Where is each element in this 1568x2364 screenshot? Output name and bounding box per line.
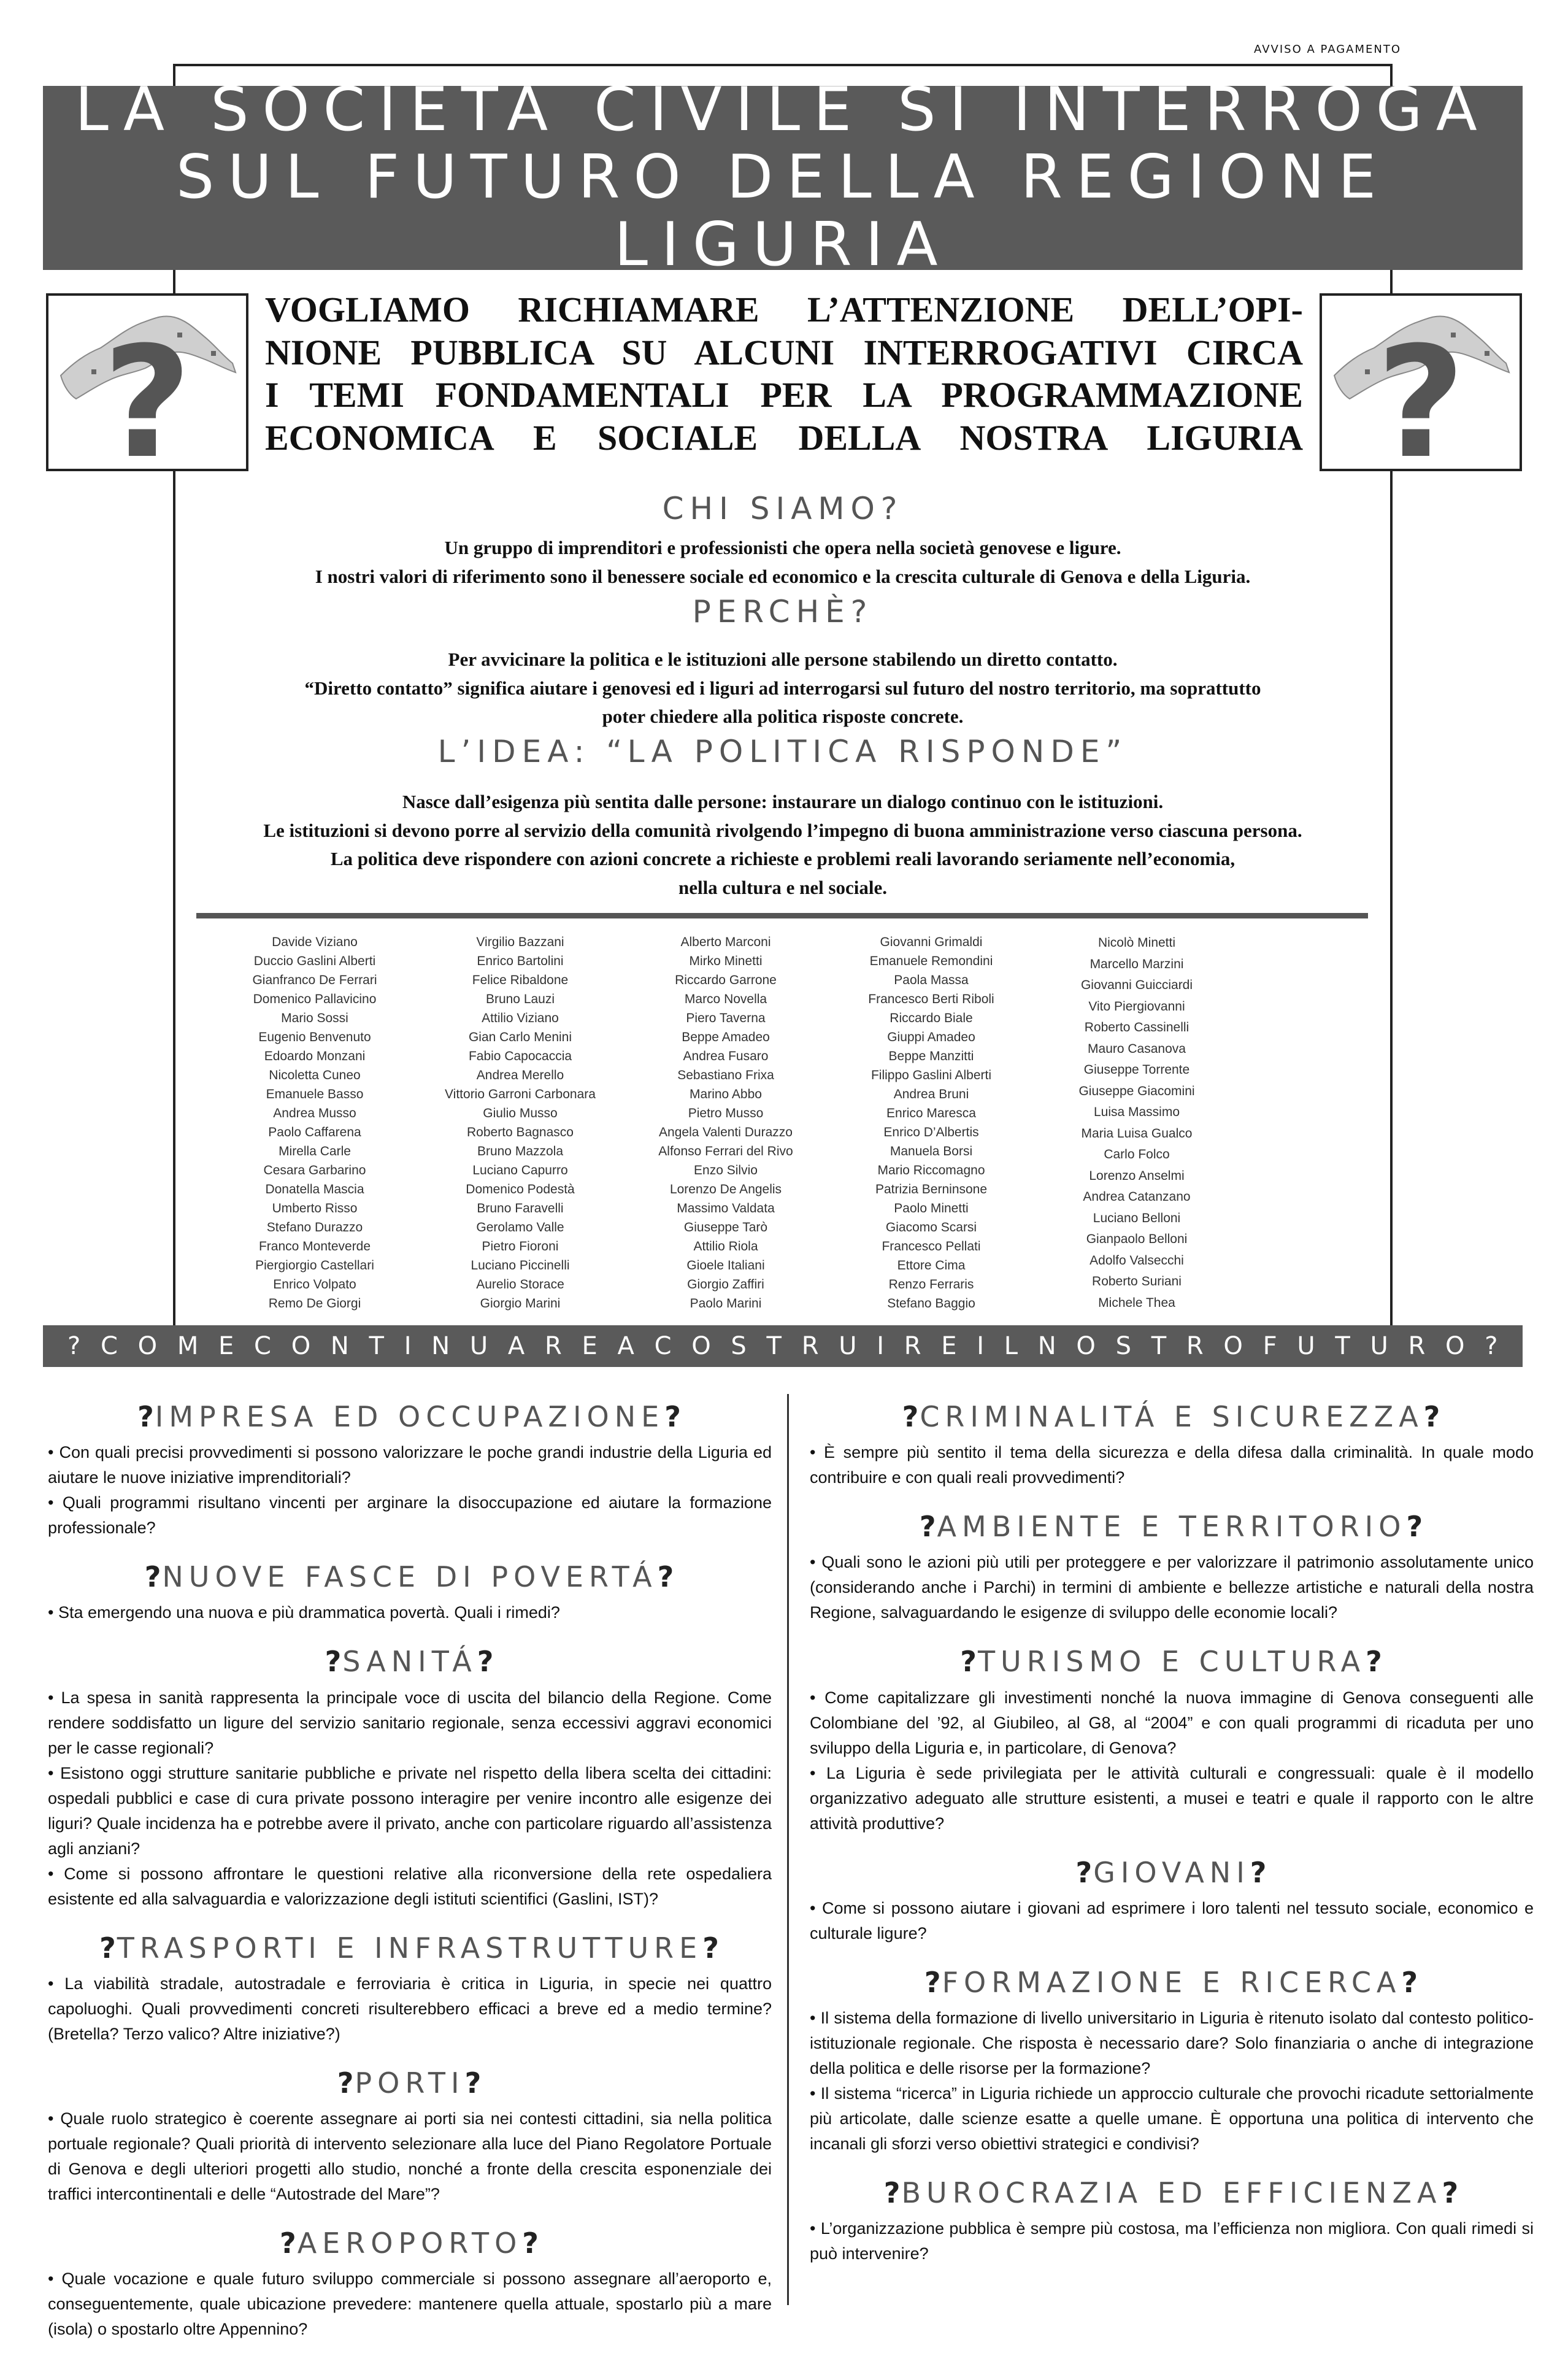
supporter-name: Massimo Valdata (677, 1201, 775, 1215)
topic-heading (810, 1645, 1534, 1679)
question-mark-icon: ? (664, 1400, 682, 1433)
supporter-name: Roberto Bagnasco (467, 1125, 574, 1139)
supporter-name: Riccardo Garrone (675, 973, 777, 987)
banner-letter: R (1186, 1332, 1204, 1360)
supporter-name: Virgilio Bazzani (476, 935, 564, 949)
topic-question: • Quali programmi risultano vincenti per arginare la disoccupazione ed aiutare la formazione professionale? (48, 1493, 772, 1538)
question-mark-icon: ? (960, 1645, 978, 1679)
supporter-name: Lorenzo De Angelis (669, 1182, 782, 1196)
topic-heading (810, 2176, 1534, 2210)
banner-letter: R (801, 1332, 819, 1360)
question-mark-icon: ? (1442, 2176, 1460, 2209)
supporter-name: Alberto Marconi (680, 935, 771, 949)
supporter-name: Francesco Berti Riboli (868, 992, 994, 1006)
banner-letter: E (218, 1332, 234, 1360)
supporter-name: Giuseppe Tarò (683, 1220, 768, 1234)
question-mark-icon: ? (1401, 1965, 1420, 1999)
headline-line: I TEMI FONDAMENTALI PER LA PROGRAMMAZIONE (265, 375, 1303, 415)
supporter-name: Cesara Garbarino (263, 1163, 366, 1177)
topic-title: AMBIENTE E TERRITORIO (937, 1510, 1407, 1544)
banner-letter: C (100, 1332, 118, 1360)
topic-title: GIOVANI (1093, 1855, 1250, 1889)
topic-heading (810, 1400, 1534, 1434)
supporter-name: Enrico Bartolini (477, 954, 564, 968)
supporter-name: Manuela Borsi (890, 1144, 973, 1158)
supporter-name: Carlo Folco (1104, 1147, 1170, 1161)
topic-block (810, 2176, 1534, 2266)
banner-letter: O (1223, 1332, 1243, 1360)
topic-block (48, 1645, 772, 1911)
supporter-name: Paolo Caffarena (268, 1125, 361, 1139)
topic-title: TRASPORTI E INFRASTRUTTURE (117, 1931, 703, 1965)
banner-letter: R (904, 1332, 921, 1360)
question-mark-icon: ? (522, 2226, 540, 2260)
supporter-name: Pietro Musso (688, 1106, 764, 1120)
title-line-1: LA SOCIETÀ CIVILE SI INTERROGA (75, 75, 1491, 145)
question-mark-icon: ? (902, 1400, 920, 1433)
banner-letter: O (691, 1332, 711, 1360)
supporter-name: Vito Piergiovanni (1088, 999, 1185, 1014)
question-mark-icon: ? (1366, 1645, 1383, 1679)
banner-letter: N (1037, 1332, 1056, 1360)
banner-letter: O (291, 1332, 311, 1360)
topic-title: CRIMINALITÁ E SICUREZZA (920, 1400, 1424, 1433)
section-title-chi-siamo: CHI SIAMO? (662, 491, 904, 526)
supporter-name: Alfonso Ferrari del Rivo (658, 1144, 793, 1158)
banner-letter: U (1297, 1332, 1315, 1360)
section-line: Per avvicinare la politica e le istituzioni alle persone stabilendo un diretto contatto. (448, 649, 1118, 670)
supporter-name: Gianfranco De Ferrari (252, 973, 377, 987)
section-title-perche: PERCHÈ? (692, 594, 874, 630)
question-mark-icon: ? (464, 2066, 483, 2100)
supporter-name: Vittorio Garroni Carbonara (445, 1087, 596, 1101)
liguria-map-left (46, 293, 248, 471)
banner-letter: A (617, 1332, 634, 1360)
supporter-name: Angela Valenti Durazzo (659, 1125, 793, 1139)
supporter-name: Ettore Cima (897, 1258, 966, 1272)
topic-block (48, 1931, 772, 2047)
topic-title: AEROPORTO (297, 2226, 523, 2260)
banner-letter: R (1408, 1332, 1426, 1360)
topic-heading (810, 1966, 1534, 2000)
question-mark-icon: ? (137, 1400, 155, 1433)
supporter-name: Stefano Baggio (887, 1296, 975, 1311)
banner-letter: E (582, 1332, 598, 1360)
banner-letter: T (369, 1332, 384, 1360)
supporter-name: Remo De Giorgi (268, 1296, 361, 1311)
topic-question: • Quale vocazione e quale futuro sviluppo commerciale si possono assegnare all’aeroporto e, conseguentemente, quale ubicazione prevedere: mantenere quella attuale, spostarlo più a mare (isola) o spostarlo oltre Appennino? (48, 2270, 772, 2339)
section-text-idea (173, 788, 1393, 902)
supporter-name: Marcello Marzini (1090, 957, 1184, 971)
supporter-name: Riccardo Biale (890, 1011, 973, 1025)
names-column-4 (821, 933, 1042, 1313)
section-text-chi-siamo (173, 534, 1393, 591)
topic-block (810, 1510, 1534, 1625)
topic-question: • La Liguria è sede privilegiata per le attività culturali e congressuali: quale è il modello organizzativo adeguato alle strutture esistenti, a musei e teatri e quale il rapporto con le altre attività produttive? (810, 1763, 1534, 1833)
supporter-name: Bruno Mazzola (477, 1144, 564, 1158)
banner-letter: C (254, 1332, 271, 1360)
title-banner (43, 75, 1523, 280)
topic-heading (48, 1931, 772, 1965)
supporter-name: Emanuele Remondini (869, 954, 993, 968)
question-mark-icon: ? (325, 1645, 343, 1679)
topic-heading (48, 2227, 772, 2260)
topic-title: PORTI (355, 2066, 465, 2100)
supporter-name: Nicoletta Cuneo (269, 1068, 361, 1082)
topic-question: • Il sistema della formazione di livello universitario in Liguria è ritenuto isolato dal contesto politico-istituzionale regionale. Che risposta è necessario dare? Solo finanziaria o anche di integrazione della politica e delle risorse per la formazione? (810, 2008, 1534, 2077)
banner-letter: U (1370, 1332, 1388, 1360)
paid-notice: AVVISO A PAGAMENTO (1254, 43, 1401, 56)
topic-title: NUOVE FASCE DI POVERTÁ (162, 1560, 658, 1594)
banner-letter: I (404, 1332, 412, 1360)
section-line: poter chiedere alla politica risposte concrete. (602, 706, 964, 727)
question-mark-icon: ? (919, 1510, 937, 1544)
topic-title: BUROCRAZIA ED EFFICIENZA (901, 2176, 1442, 2209)
supporter-name: Paola Massa (894, 973, 969, 987)
supporter-name: Bruno Faravelli (477, 1201, 564, 1215)
supporter-name: Andrea Bruni (893, 1087, 969, 1101)
supporter-name: Edoardo Monzani (264, 1049, 366, 1063)
supporter-name: Stefano Durazzo (266, 1220, 363, 1234)
supporter-name: Luciano Piccinelli (471, 1258, 570, 1272)
supporter-name: Giacomo Scarsi (885, 1220, 977, 1234)
supporter-name: Gerolamo Valle (476, 1220, 564, 1234)
supporter-name: Mario Sossi (281, 1011, 348, 1025)
supporter-name: Umberto Risso (272, 1201, 358, 1215)
question-mark-icon: ? (702, 1931, 720, 1965)
section-text-perche (173, 645, 1393, 731)
supporter-name: Piero Taverna (686, 1011, 766, 1025)
supporter-name: Enzo Silvio (694, 1163, 758, 1177)
topic-block (48, 2227, 772, 2342)
names-column-3 (615, 933, 836, 1313)
banner-letter: U (839, 1332, 857, 1360)
supporter-name: Roberto Cassinelli (1084, 1020, 1189, 1034)
question-mark-icon: ? (1075, 1855, 1094, 1889)
supporter-name: Mario Riccomagno (877, 1163, 985, 1177)
topic-block (810, 1400, 1534, 1490)
supporter-name: Andrea Catanzano (1083, 1190, 1191, 1204)
liguria-map-right (1320, 293, 1522, 471)
supporter-name: Adolfo Valsecchi (1090, 1253, 1184, 1268)
names-column-2 (410, 933, 631, 1313)
topic-block (810, 1856, 1534, 1946)
supporter-name: Piergiorgio Castellari (255, 1258, 374, 1272)
section-line: Le istituzioni si devono porre al servizio della comunità rivolgendo l’impegno di buona amministrazione verso ciascuna persona. (263, 819, 1302, 841)
topic-heading (48, 1400, 772, 1434)
section-line: “Diretto contatto” significa aiutare i genovesi ed i liguri ad interrogarsi sul futuro del nostro territorio, ma soprattutto (304, 677, 1261, 699)
section-line: La politica deve rispondere con azioni concrete a richieste e problemi reali lavorando seriamente nell’economia, (330, 848, 1236, 869)
supporter-name: Maria Luisa Gualco (1081, 1126, 1193, 1141)
topic-question: • Come si possono aiutare i giovani ad esprimere i loro talenti nel tessuto sociale, economico e culturale ligure? (810, 1898, 1534, 1942)
banner-letter: I (877, 1332, 884, 1360)
supporter-name: Eugenio Benvenuto (258, 1030, 371, 1044)
question-mark-icon: ? (102, 314, 192, 471)
banner-letter: C (654, 1332, 672, 1360)
banner-letter: S (731, 1332, 747, 1360)
question-mark-icon: ? (883, 2176, 902, 2209)
supporter-name: Franco Monteverde (258, 1239, 371, 1253)
headline-line: ECONOMICA E SOCIALE DELLA NOSTRA LIGURIA (265, 417, 1303, 458)
supporter-name: Luisa Massimo (1093, 1105, 1180, 1119)
supporter-name: Domenico Pallavicino (253, 992, 377, 1006)
question-mark-icon: ? (657, 1560, 675, 1594)
supporter-name: Attilio Viziano (482, 1011, 559, 1025)
supporter-name: Andrea Merello (476, 1068, 564, 1082)
topic-question: • Quale ruolo strategico è coerente assegnare ai porti sia nei contesti cittadini, sia nella politica portuale regionale? Quali priorità di intervento selezionare alla luce del Piano Regolatore Portuale di Genova e degli ulteriori progetti allo studio, nonché a fronte della crescita esponenziale dei traffici intercontinentali e delle “Autostrade del Mare”? (48, 2109, 772, 2203)
supporter-name: Lorenzo Anselmi (1089, 1168, 1185, 1183)
supporter-name: Davide Viziano (272, 935, 358, 949)
supporter-name: Roberto Suriani (1092, 1274, 1182, 1288)
supporter-name: Mauro Casanova (1088, 1041, 1186, 1056)
topic-title: IMPRESA ED OCCUPAZIONE (155, 1400, 665, 1433)
supporter-name: Michele Thea (1098, 1295, 1175, 1310)
supporter-name: Giuseppe Giacomini (1078, 1084, 1195, 1098)
supporter-name: Nicolò Minetti (1097, 936, 1176, 950)
topic-heading (810, 1510, 1534, 1544)
supporter-name: Luciano Belloni (1093, 1211, 1181, 1225)
supporter-name: Luciano Capurro (472, 1163, 568, 1177)
topic-block (48, 2066, 772, 2207)
supporter-name: Pietro Fioroni (482, 1239, 559, 1253)
banner-letter: S (1115, 1332, 1131, 1360)
questions-left-column (48, 1400, 772, 2362)
topic-question: • Con quali precisi provvedimenti si possono valorizzare le poche grandi industrie della Liguria ed aiutare le nuove iniziative imprenditoriali? (48, 1443, 772, 1487)
banner-letter: T (766, 1332, 782, 1360)
question-mark-icon: ? (1250, 1855, 1268, 1889)
topic-heading (48, 1645, 772, 1679)
supporter-name: Enrico D’Albertis (883, 1125, 979, 1139)
supporter-name: Mirko Minetti (689, 954, 763, 968)
topic-question: • È sempre più sentito il tema della sicurezza e della difesa dalla criminalità. In quale modo contribuire e con quali reali provvedimenti? (810, 1443, 1534, 1487)
supporter-name: Francesco Pellati (882, 1239, 981, 1253)
banner-letter: A (507, 1332, 525, 1360)
banner-letter: T (1151, 1332, 1167, 1360)
section-line: I nostri valori di riferimento sono il benessere sociale ed economico e la crescita culturale di Genova e della Liguria. (315, 565, 1251, 587)
supporter-name: Donatella Mascia (265, 1182, 364, 1196)
banner-letter: R (544, 1332, 562, 1360)
topic-question: • La spesa in sanità rappresenta la principale voce di uscita del bilancio della Regione. Come rendere soddisfatto un ligure del servizio sanitario regionale, senza eccessivi aggravi economici per le casse regionali? (48, 1688, 772, 1757)
banner-letter: O (137, 1332, 158, 1360)
topic-question: • Quali sono le azioni più utili per proteggere e per valorizzare il patrimonio assolutamente unico (considerando anche i Parchi) in termini di ambiente e bellezze artistiche e naturali della nostra Regione, salvaguardando le esigenze di sviluppo delle economie locali? (810, 1553, 1534, 1622)
topic-heading (810, 1856, 1534, 1890)
supporter-name: Giuseppe Torrente (1083, 1063, 1190, 1077)
section-line: Nasce dall’esigenza più sentita dalle persone: instaurare un dialogo continuo con le istituzioni. (402, 791, 1164, 812)
names-column-5 (1026, 933, 1247, 1314)
supporter-name: Enrico Maresca (886, 1106, 976, 1120)
supporter-name: Patrizia Berninsone (875, 1182, 988, 1196)
supporter-name: Enrico Volpato (273, 1277, 356, 1292)
banner-letter: N (431, 1332, 450, 1360)
banner-letter: E (941, 1332, 957, 1360)
supporter-name: Giulio Musso (483, 1106, 558, 1120)
topic-question: • Come si possono affrontare le questioni relative alla riconversione della rete ospedaliera esistente ed alla salvaguardia e valorizzazione degli istituti scientifici (Gaslini, IST)? (48, 1864, 772, 1908)
supporter-name: Giorgio Marini (480, 1296, 561, 1311)
topic-title: FORMAZIONE E RICERCA (942, 1965, 1402, 1999)
supporter-name: Aurelio Storace (476, 1277, 564, 1292)
banner-letter: L (1004, 1332, 1018, 1360)
question-mark-icon: ? (99, 1931, 117, 1965)
supporter-name: Andrea Fusaro (683, 1049, 769, 1063)
topic-question: • L’organizzazione pubblica è sempre più costosa, ma l’efficienza non migliora. Con quali rimedi si può intervenire? (810, 2219, 1534, 2263)
topic-block (48, 1560, 772, 1625)
banner-letter: I (977, 1332, 985, 1360)
topic-block (48, 1400, 772, 1541)
topic-question: • Come capitalizzare gli investimenti nonché la nuova immagine di Genova conseguenti alle Colombiane del ’92, al Giubileo, al G8, al “2004” e con quali programmi di ricaduta per uno sviluppo della Liguria e, in particolare, di Genova? (810, 1688, 1534, 1757)
supporter-name: Giovanni Guicciardi (1080, 978, 1193, 992)
banner-letter: N (330, 1332, 349, 1360)
supporter-name: Marino Abbo (690, 1087, 762, 1101)
topic-block (810, 1966, 1534, 2157)
topic-question: • Sta emergendo una nuova e più drammatica povertà. Quali i rimedi? (48, 1603, 560, 1622)
banner-letter: O (1076, 1332, 1096, 1360)
question-mark-icon: ? (477, 1645, 495, 1679)
supporter-name: Beppe Manzitti (888, 1049, 974, 1063)
supporter-name: Paolo Minetti (894, 1201, 969, 1215)
supporter-name: Felice Ribaldone (472, 973, 569, 987)
banner-letter: ? (67, 1332, 81, 1360)
supporter-name: Sebastiano Frixa (677, 1068, 774, 1082)
question-mark-icon: ? (144, 1560, 163, 1594)
names-column-1 (204, 933, 425, 1313)
supporter-name: Attilio Riola (693, 1239, 758, 1253)
headline-line: NIONE PUBBLICA SU ALCUNI INTERROGATIVI CIRCA (265, 332, 1303, 372)
topic-question: • Esistono oggi strutture sanitarie pubbliche e private nel rispetto della libera scelta dei cittadini: ospedali pubblici e case di cura private possono interagire per venire incontro alle esigenze dei liguri? Quale incidenza ha e potrebbe avere il privato, anche con particolare riguardo all’assistenza agli anziani? (48, 1763, 772, 1858)
divider-rule (196, 913, 1368, 918)
section-line: Un gruppo di imprenditori e professionisti che opera nella società genovese e ligure. (444, 537, 1121, 558)
question-mark-icon: ? (1406, 1510, 1424, 1544)
supporter-name: Duccio Gaslini Alberti (253, 954, 376, 968)
question-mark-icon: ? (280, 2226, 298, 2260)
title-line-2: SUL FUTURO DELLA REGIONE LIGURIA (176, 142, 1389, 280)
supporter-name: Mirella Carle (279, 1144, 351, 1158)
supporter-name: Bruno Lauzi (485, 992, 555, 1006)
supporter-name: Andrea Musso (273, 1106, 356, 1120)
section-title-idea: L’IDEA: “LA POLITICA RISPONDE” (437, 734, 1128, 769)
banner-letter: O (1445, 1332, 1465, 1360)
supporter-name: Giovanni Grimaldi (880, 935, 983, 949)
headline (265, 288, 1303, 459)
supporter-name: Gioele Italiani (686, 1258, 765, 1272)
topic-heading (48, 2066, 772, 2100)
supporter-name: Filippo Gaslini Alberti (870, 1068, 992, 1082)
banner-letter: U (469, 1332, 488, 1360)
topic-question: • La viabilità stradale, autostradale e ferroviaria è critica in Liguria, in specie nei quattro capoluoghi. Quali provvedimenti concreti risulterebbero efficaci a breve ed a medio termine? (Bretella? Terzo valico? Altre iniziative?) (48, 1974, 772, 2043)
supporter-name: Fabio Capocaccia (468, 1049, 572, 1063)
supporter-name: Giuppi Amadeo (887, 1030, 975, 1044)
supporter-name: Marco Novella (684, 992, 767, 1006)
supporter-name: Domenico Podestà (466, 1182, 575, 1196)
topic-title: SANITÁ (342, 1645, 477, 1679)
question-mark-icon: ? (1423, 1400, 1442, 1433)
question-mark-icon: ? (337, 2066, 355, 2100)
supporter-name: Beppe Amadeo (682, 1030, 770, 1044)
questions-right-column (810, 1400, 1534, 2286)
banner-letter: ? (1485, 1332, 1498, 1360)
supporter-name: Renzo Ferraris (888, 1277, 974, 1292)
column-divider (787, 1394, 789, 2305)
supporter-name: Paolo Marini (690, 1296, 762, 1311)
topic-heading (48, 1560, 772, 1594)
banner-letter: F (1262, 1332, 1277, 1360)
topic-question: • Il sistema “ricerca” in Liguria richiede un approccio culturale che provochi ricadute settorialmente più articolate, dalle scienze esatte a quelle umane. È opportuna una politica di intervento che incanali gli sforzi verso obiettivi strategici e condivisi? (810, 2084, 1534, 2153)
question-mark-icon: ? (1376, 314, 1466, 471)
supporter-name: Giorgio Zaffiri (687, 1277, 764, 1292)
supporter-name: Emanuele Basso (266, 1087, 364, 1101)
question-mark-icon: ? (924, 1965, 942, 1999)
banner-letter: M (177, 1332, 199, 1360)
headline-line: VOGLIAMO RICHIAMARE L’ATTENZIONE DELL’OPI- (265, 290, 1303, 329)
section-line: nella cultura e nel sociale. (678, 876, 888, 898)
banner-letter: T (1335, 1332, 1350, 1360)
topic-block (810, 1645, 1534, 1836)
supporter-name: Gianpaolo Belloni (1086, 1232, 1188, 1246)
future-banner (43, 1325, 1523, 1367)
topic-title: TURISMO E CULTURA (977, 1645, 1366, 1679)
supporter-name: Gian Carlo Menini (468, 1030, 572, 1044)
